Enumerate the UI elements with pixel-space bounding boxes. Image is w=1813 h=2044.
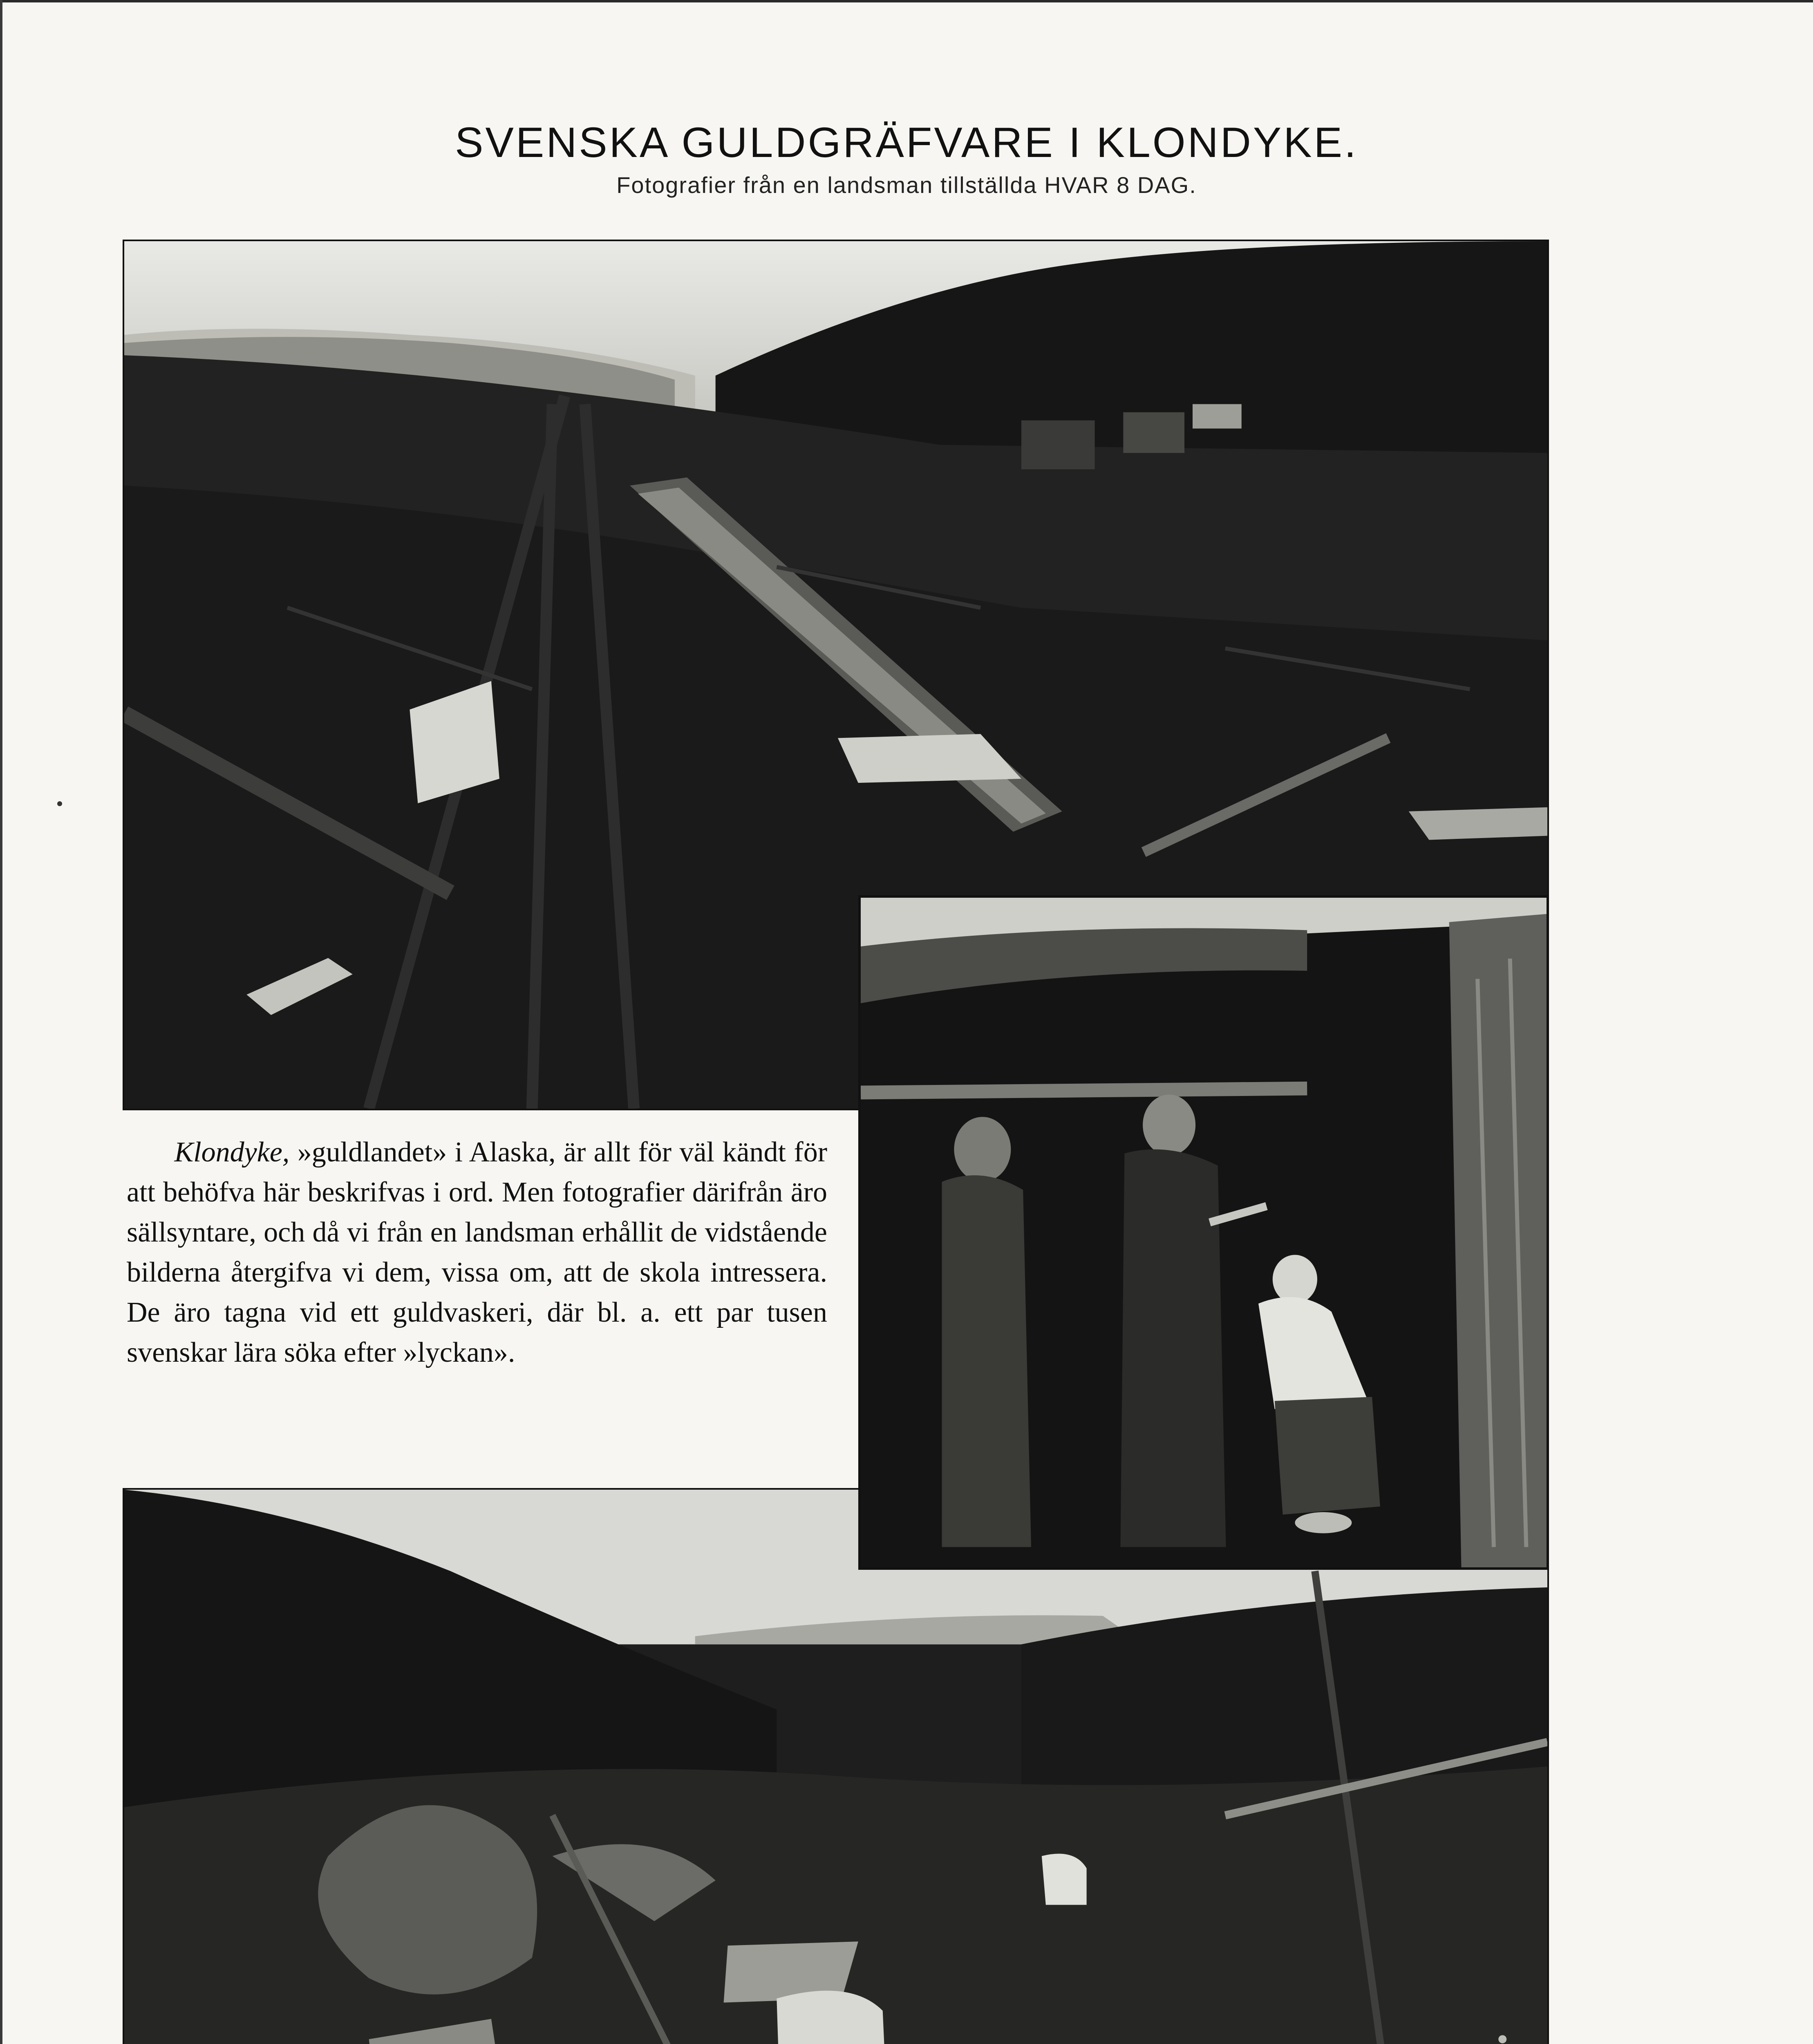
photo-klondyke-valley: [123, 1488, 1549, 2044]
intro-text-box: [123, 1110, 856, 1488]
page-edge-top: [0, 0, 1813, 2]
klondyke-valley-image: [124, 1490, 1547, 2044]
page-edge-left: [0, 0, 2, 2044]
photo-barber-shop: [858, 895, 1549, 1570]
page-subtitle: Fotografier från en landsman tillställda HVAR 8 DAG.: [616, 172, 1197, 198]
barber-shop-image: [861, 898, 1547, 1567]
print-speck: [57, 801, 62, 806]
intro-lead: Klondyke,: [174, 1136, 290, 1168]
page-title: SVENSKA GULDGRÄFVARE I KLONDYKE.: [455, 119, 1358, 166]
intro-paragraph: [127, 1132, 827, 1373]
intro-body: »guldlandet» i Alaska, är allt för väl kändt för att behöfva här beskrifvas i ord. Men fotografier därifrån äro sällsyntare, och då vi från en landsman erhållit de vidstående bilderna återgifva vi dem, vissa om, att de skola intressera. De äro tagna vid ett guldvaskeri, där bl. a. ett par tusen svenskar lära söka efter »lyckan».: [127, 1136, 827, 1368]
